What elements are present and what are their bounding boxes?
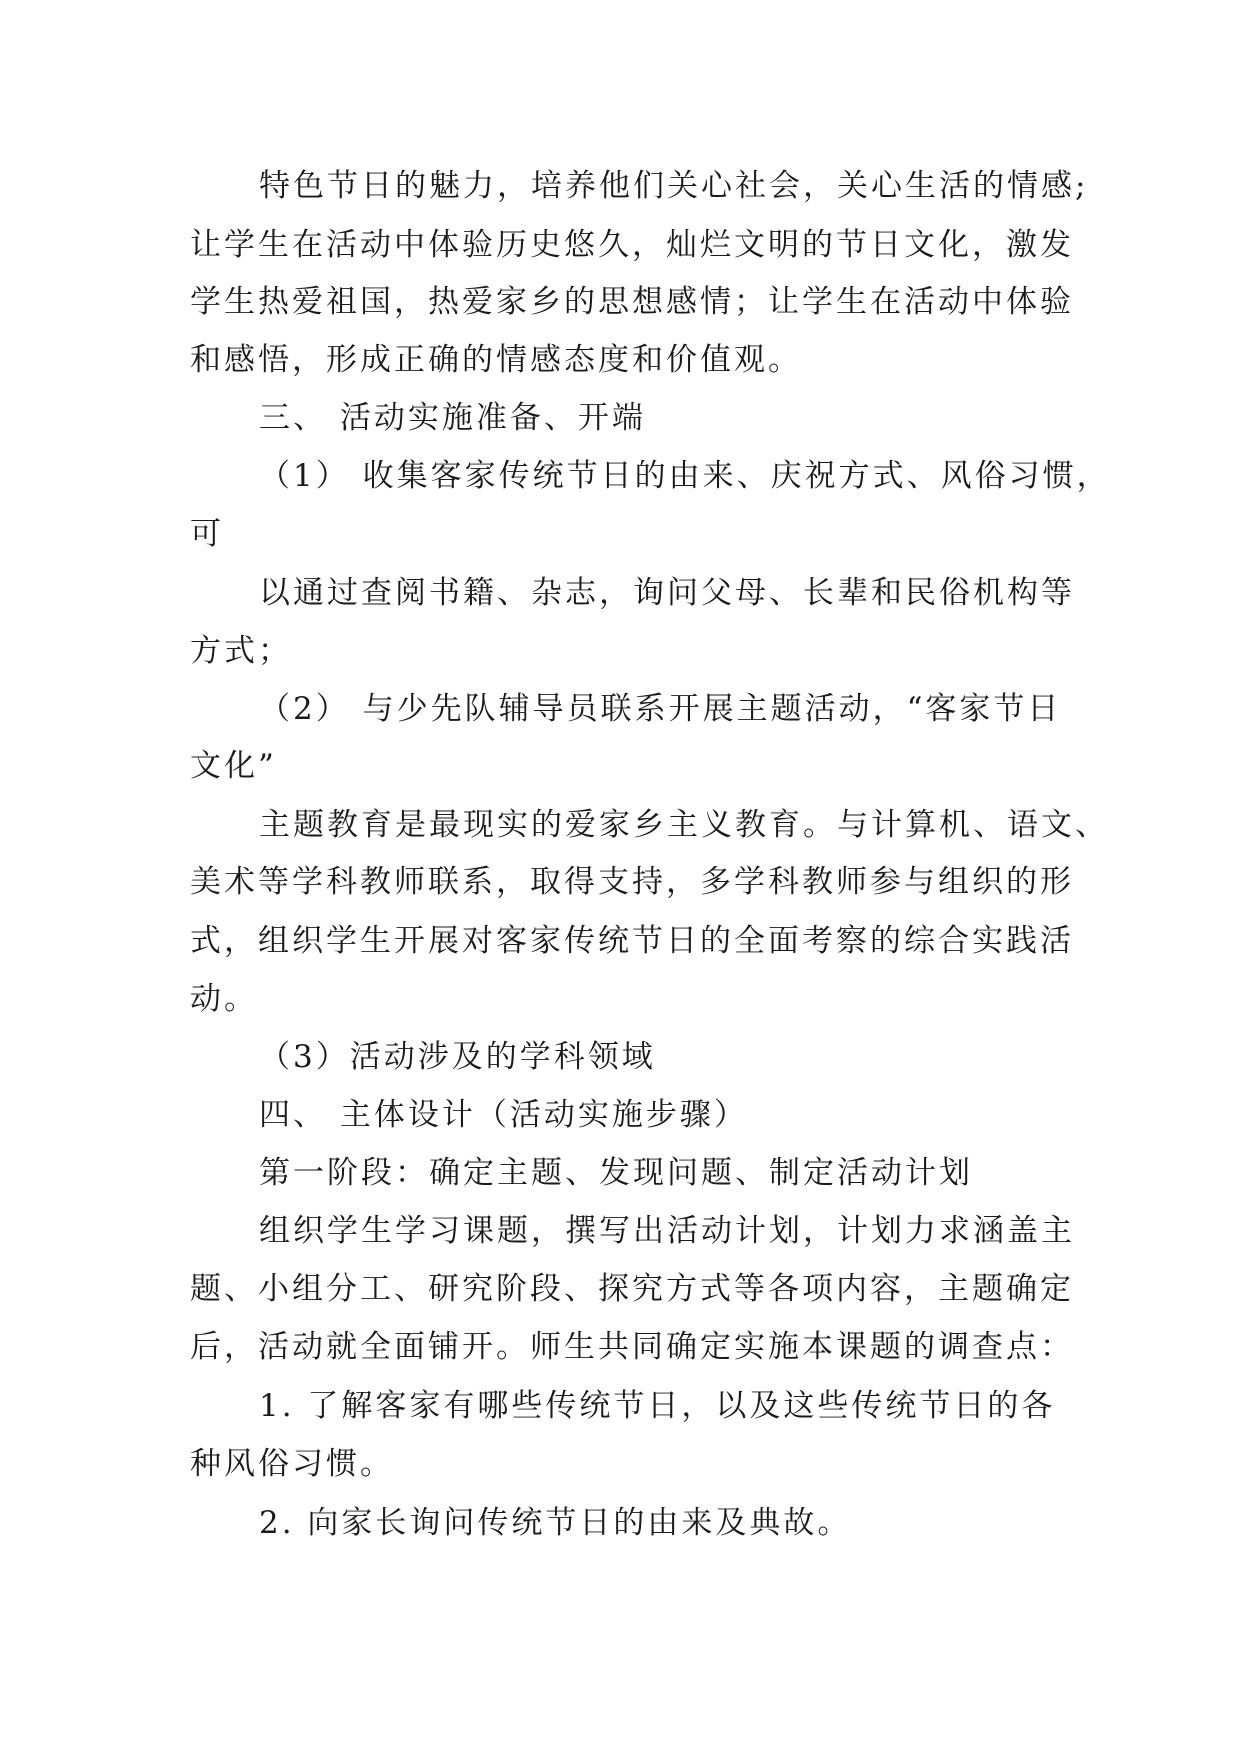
text-line: 方式； [190,633,292,669]
text-line: 主题教育是最现实的爱家乡主义教育。与计算机、语文、 [259,807,1109,843]
text-line: 学生热爱祖国，热爱家乡的思想感情；让学生在活动中体验 [190,284,1074,320]
text-line: 后，活动就全面铺开。师生共同确定实施本课题的调查点： [190,1329,1074,1365]
text-line: 以通过查阅书籍、杂志，询问父母、长辈和民俗机构等 [259,575,1075,611]
text-line: 和感悟，形成正确的情感态度和价值观。 [190,342,802,378]
text-line: 文化” [190,748,277,784]
text-line: 种风俗习惯。 [190,1446,394,1482]
text-line: 让学生在活动中体验历史悠久，灿烂文明的节日文化，激发 [190,227,1074,263]
list-item: 1. 了解客家有哪些传统节日，以及这些传统节日的各 [259,1388,1056,1424]
text-line: 组织学生学习课题，撰写出活动计划，计划力求涵盖主 [259,1213,1075,1249]
text-line: 美术等学科教师联系，取得支持，多学科教师参与组织的形 [190,864,1074,900]
list-item: 2. 向家长询问传统节日的由来及典故。 [259,1505,852,1541]
text-line: 可 [190,516,224,552]
text-line: 特色节日的魅力，培养他们关心社会，关心生活的情感; [259,168,1089,204]
text-line: 题、小组分工、研究阶段、探究方式等各项内容，主题确定 [190,1271,1074,1307]
section-heading: 三、 活动实施准备、开端 [259,400,646,436]
subsection-heading: 第一阶段：确定主题、发现问题、制定活动计划 [259,1155,973,1191]
list-item: （2） 与少先队辅导员联系开展主题活动，“客家节日 [259,691,1062,727]
text-line: 式，组织学生开展对客家传统节日的全面考察的综合实践活 [190,923,1074,959]
list-item: （3）活动涉及的学科领域 [259,1039,656,1075]
text-line: 动。 [190,981,258,1017]
section-heading: 四、 主体设计（活动实施步骤） [259,1097,748,1133]
list-item: （1） 收集客家传统节日的由来、庆祝方式、风俗习惯， [259,458,1111,494]
